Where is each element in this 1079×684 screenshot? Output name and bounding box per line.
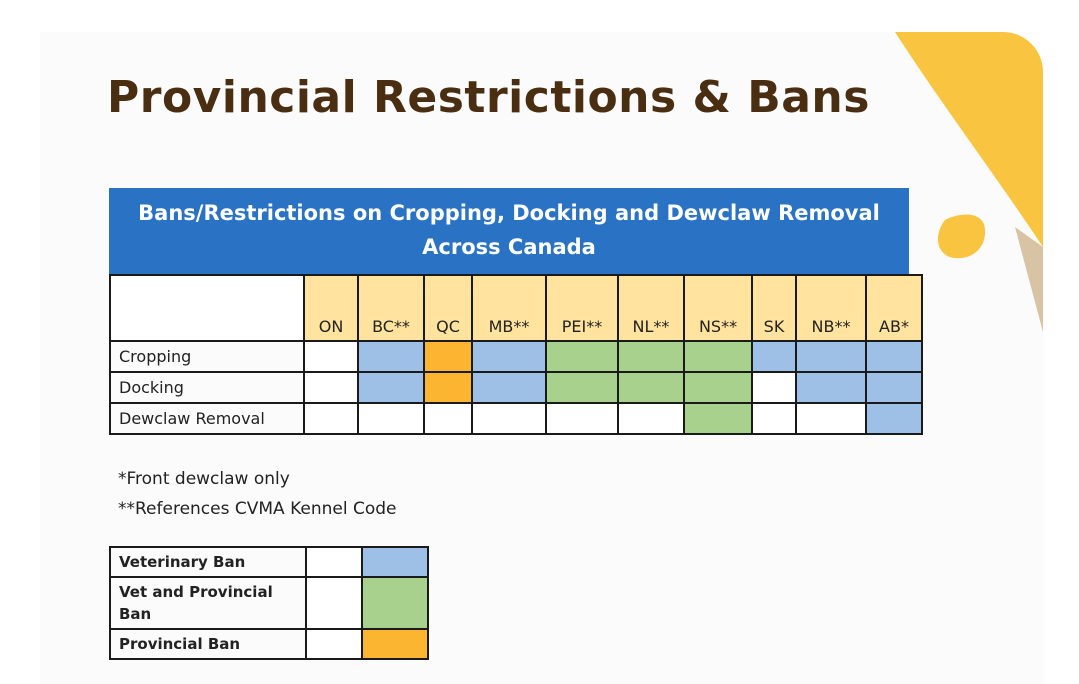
- table-row: [110, 341, 922, 372]
- status-cell: [304, 403, 358, 434]
- status-cell: [424, 341, 472, 372]
- status-cell: [304, 372, 358, 403]
- legend-row: [110, 577, 428, 629]
- table-row: [110, 372, 922, 403]
- legend-row: [110, 547, 428, 577]
- status-cell: [684, 403, 752, 434]
- row-label: Dewclaw Removal: [110, 403, 304, 434]
- status-cell: [424, 403, 472, 434]
- status-cell: [866, 341, 922, 372]
- col-header: MB**: [472, 275, 546, 341]
- status-cell: [752, 341, 796, 372]
- status-cell: [796, 341, 866, 372]
- page-title: Provincial Restrictions & Bans: [107, 72, 870, 123]
- status-cell: [546, 403, 618, 434]
- status-cell: [684, 341, 752, 372]
- legend-label-vet: Veterinary Ban: [110, 547, 306, 577]
- status-cell: [752, 403, 796, 434]
- status-cell: [304, 341, 358, 372]
- col-header: BC**: [358, 275, 424, 341]
- col-header: SK: [752, 275, 796, 341]
- status-cell: [424, 372, 472, 403]
- status-cell: [866, 372, 922, 403]
- status-cell: [866, 403, 922, 434]
- col-header: NL**: [618, 275, 684, 341]
- bans-table: [109, 274, 923, 435]
- footnotes: [118, 464, 396, 524]
- row-label: Docking: [110, 372, 304, 403]
- status-cell: [358, 403, 424, 434]
- status-cell: [472, 341, 546, 372]
- col-header: QC: [424, 275, 472, 341]
- corner-cell: [110, 275, 304, 341]
- status-cell: [752, 372, 796, 403]
- legend-blank: [306, 547, 362, 577]
- legend-swatch-prov: [362, 629, 428, 659]
- footnote-front-dewclaw: *Front dewclaw only: [118, 469, 290, 489]
- banner-line-2: Across Canada: [422, 235, 596, 259]
- status-cell: [618, 403, 684, 434]
- status-cell: [472, 372, 546, 403]
- legend-swatch-vet: [362, 547, 428, 577]
- status-cell: [796, 403, 866, 434]
- header-row: [110, 275, 922, 341]
- status-cell: [618, 341, 684, 372]
- status-cell: [546, 341, 618, 372]
- status-cell: [358, 372, 424, 403]
- col-header: NB**: [796, 275, 866, 341]
- legend-label-prov: Provincial Ban: [110, 629, 306, 659]
- status-cell: [472, 403, 546, 434]
- col-header: AB*: [866, 275, 922, 341]
- slide: [40, 32, 1043, 684]
- status-cell: [684, 372, 752, 403]
- status-cell: [358, 341, 424, 372]
- col-header: NS**: [684, 275, 752, 341]
- row-label: Cropping: [110, 341, 304, 372]
- legend-swatch-both: [362, 577, 428, 629]
- banner-line-1: Bans/Restrictions on Cropping, Docking and Dewclaw Removal: [138, 201, 880, 225]
- legend-blank: [306, 629, 362, 659]
- status-cell: [796, 372, 866, 403]
- legend-row: [110, 629, 428, 659]
- legend-blank: [306, 577, 362, 629]
- table-banner: [109, 188, 909, 274]
- col-header: ON: [304, 275, 358, 341]
- status-cell: [618, 372, 684, 403]
- col-header: PEI**: [546, 275, 618, 341]
- status-cell: [546, 372, 618, 403]
- legend-label-both: Vet and Provincial Ban: [110, 577, 306, 629]
- legend-table: [109, 546, 429, 660]
- table-row: [110, 403, 922, 434]
- footnote-cvma: **References CVMA Kennel Code: [118, 499, 397, 519]
